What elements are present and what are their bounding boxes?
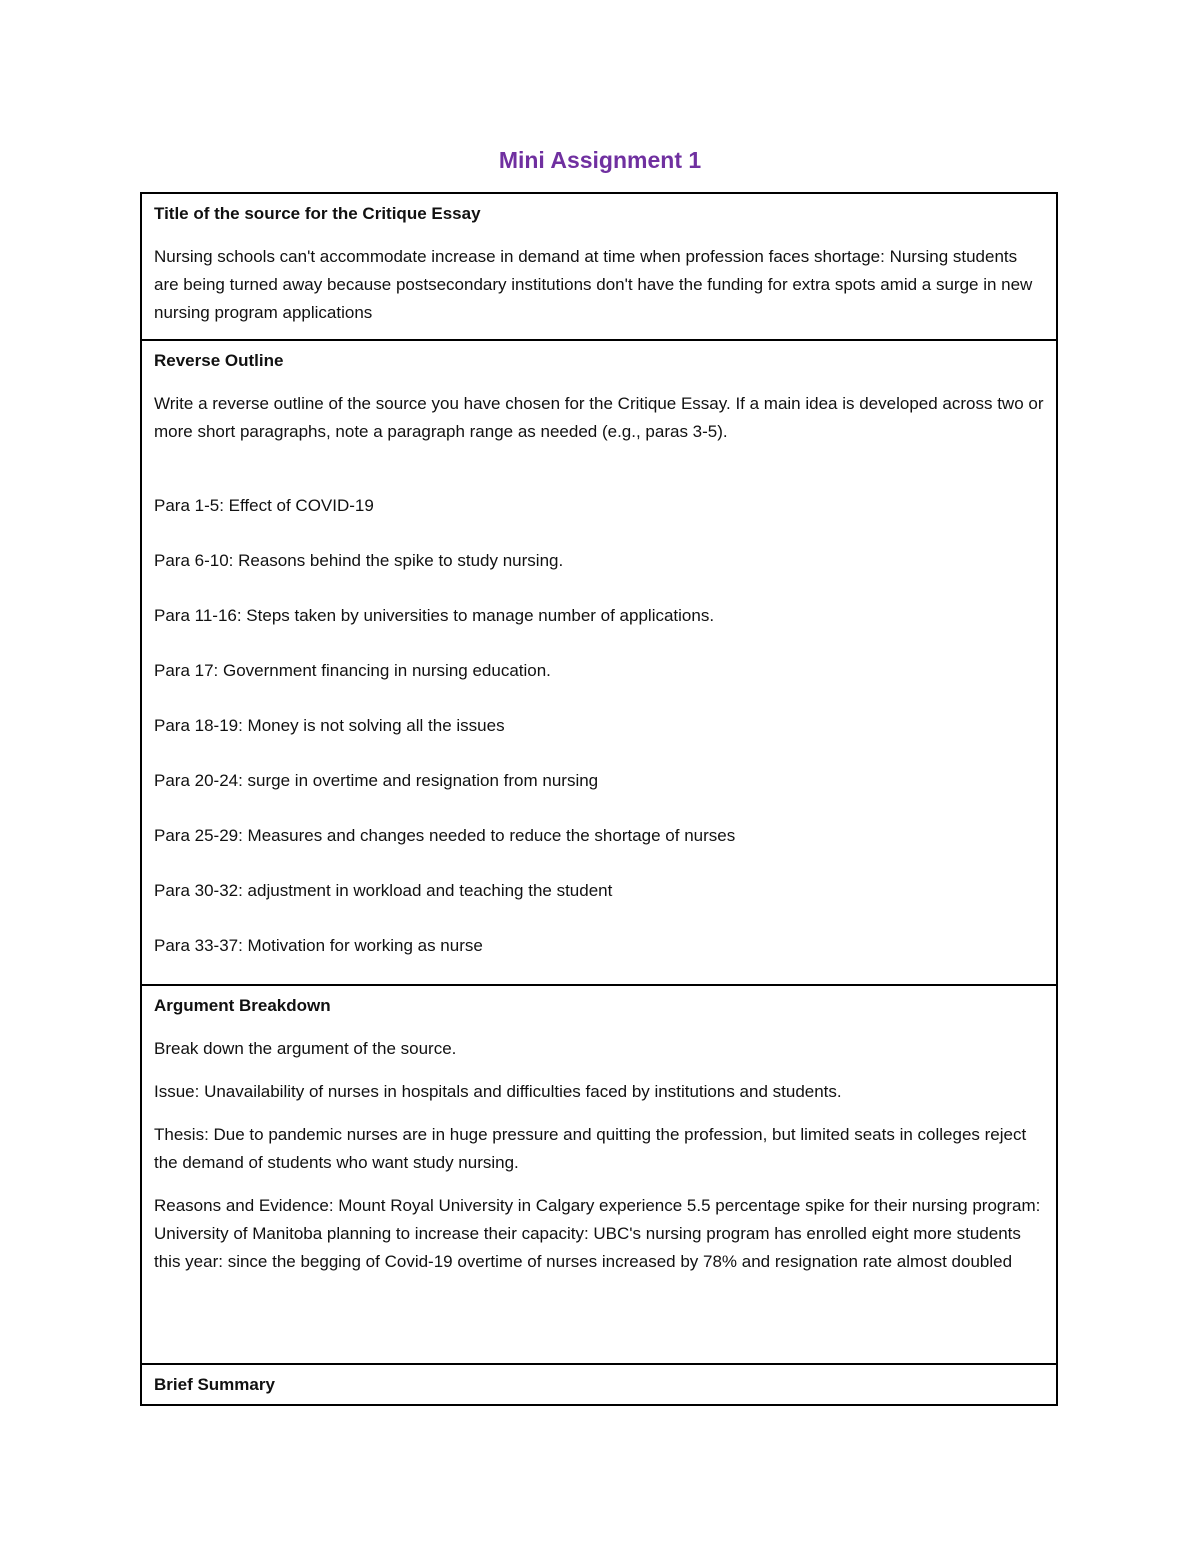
reverse-outline-heading: Reverse Outline (154, 351, 284, 370)
argument-issue: Issue: Unavailability of nurses in hospitals and difficulties faced by institutions and students. (154, 1082, 842, 1101)
argument-breakdown-section (142, 984, 1056, 1363)
outline-item: Para 20-24: surge in overtime and resignation from nursing (154, 771, 599, 790)
outline-item: Para 33-37: Motivation for working as nurse (154, 936, 483, 955)
outline-item: Para 17: Government financing in nursing education. (154, 661, 551, 680)
argument-thesis: Thesis: Due to pandemic nurses are in huge pressure and quitting the profession, but limited seats in colleges reject the demand of students who want study nursing. (154, 1125, 1027, 1172)
argument-reasons: Reasons and Evidence: Mount Royal University in Calgary experience 5.5 percentage spike for their nursing program: University of Manitoba planning to increase their capacity: UBC's nursing program has enrolled eight more students this year: since the begging of Covid-19 overtime of nurses increased by 78% and resignation rate almost doubled (154, 1196, 1041, 1271)
argument-breakdown-heading: Argument Breakdown (154, 996, 331, 1015)
reverse-outline-section (142, 339, 1056, 984)
outline-item: Para 6-10: Reasons behind the spike to study nursing. (154, 551, 564, 570)
assignment-table (140, 192, 1058, 1406)
page-title: Mini Assignment 1 (498, 147, 702, 173)
brief-summary-heading: Brief Summary (154, 1375, 275, 1394)
reverse-outline-instructions: Write a reverse outline of the source you have chosen for the Critique Essay. If a main idea is developed across two or more short paragraphs, note a paragraph range as needed (e.g., paras 3-5). (154, 394, 1044, 441)
outline-item: Para 25-29: Measures and changes needed to reduce the shortage of nurses (154, 826, 736, 845)
outline-item: Para 1-5: Effect of COVID-19 (154, 496, 374, 515)
source-title-section (142, 194, 1056, 339)
outline-item: Para 18-19: Money is not solving all the issues (154, 716, 505, 735)
brief-summary-section (142, 1363, 1056, 1404)
outline-item: Para 30-32: adjustment in workload and teaching the student (154, 881, 613, 900)
outline-item: Para 11-16: Steps taken by universities to manage number of applications. (154, 606, 715, 625)
argument-instructions: Break down the argument of the source. (154, 1039, 457, 1058)
source-title-heading: Title of the source for the Critique Essay (154, 204, 481, 223)
source-title-text: Nursing schools can't accommodate increase in demand at time when profession faces shortage: Nursing students are being turned away because postsecondary institutions don't have the funding for extra spots amid a surge in new nursing program applications (154, 247, 1033, 322)
